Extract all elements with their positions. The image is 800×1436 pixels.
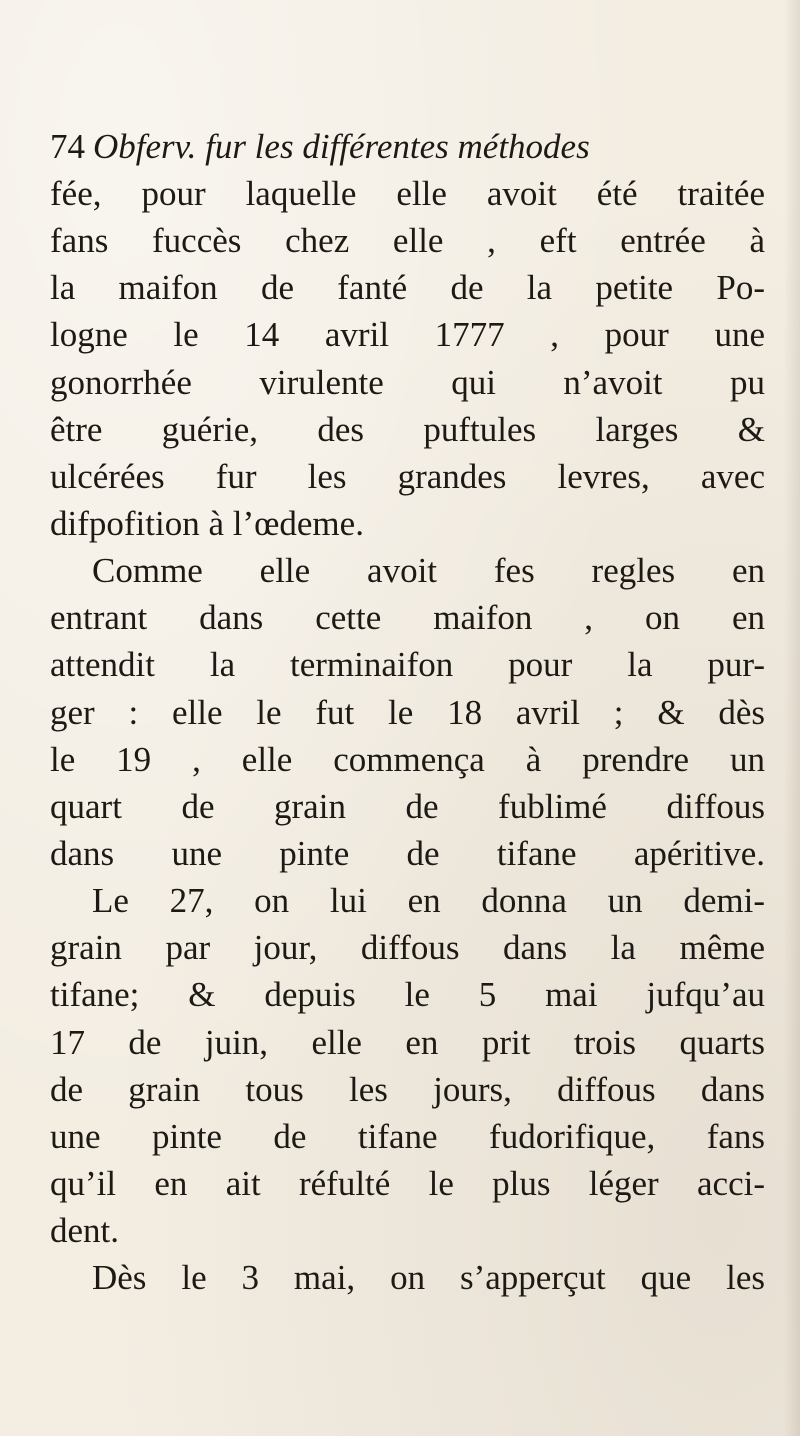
text-line: dent.: [50, 1211, 120, 1251]
text-line: gonorrhée virulente qui n’avoit pu: [50, 362, 765, 402]
text-line: Le 27, on lui en donna un demi-: [92, 881, 765, 921]
text-line: ger : elle le fut le 18 avril ; & dès: [50, 692, 765, 732]
text-line: fée, pour laquelle elle avoit été traitée: [50, 174, 765, 213]
text-line: fans fuccès chez elle , eft entrée à: [50, 221, 765, 261]
text-line: la maifon de fanté de la petite Po-: [50, 268, 765, 308]
text-line: être guérie, des puftules larges &: [50, 409, 765, 449]
body-text: [50, 170, 765, 1301]
text-line: le 19 , elle commença à prendre un: [50, 739, 765, 779]
page-number: 74: [50, 127, 85, 166]
text-line: attendit la terminaifon pour la pur-: [50, 645, 765, 685]
text-line: ulcérées fur les grandes levres, avec: [50, 456, 765, 496]
text-line: grain par jour, diffous dans la même: [50, 928, 765, 968]
text-line: logne le 14 avril 1777 , pour une: [50, 315, 765, 355]
text-line: entrant dans cette maifon , on en: [50, 598, 765, 638]
page-edge-shadow: [784, 0, 800, 1436]
text-line: Dès le 3 mai, on s’apperçut que les: [92, 1258, 765, 1298]
running-head: [50, 122, 770, 172]
text-line: une pinte de tifane fudorifique, fans: [50, 1116, 765, 1156]
text-line: tifane; & depuis le 5 mai jufqu’au: [50, 975, 765, 1015]
text-line: de grain tous les jours, diffous dans: [50, 1069, 765, 1109]
text-line: quart de grain de fublimé diffous: [50, 786, 765, 826]
running-title: Obferv. fur les différentes méthodes: [93, 127, 590, 166]
text-line: qu’il en ait réfulté le plus léger acci-: [50, 1163, 765, 1203]
text-line: Comme elle avoit fes regles en: [92, 551, 765, 591]
text-line: difpofition à l’œdeme.: [50, 503, 364, 543]
text-line: 17 de juin, elle en prit trois quarts: [50, 1022, 765, 1062]
text-line: dans une pinte de tifane apéritive.: [50, 833, 765, 873]
